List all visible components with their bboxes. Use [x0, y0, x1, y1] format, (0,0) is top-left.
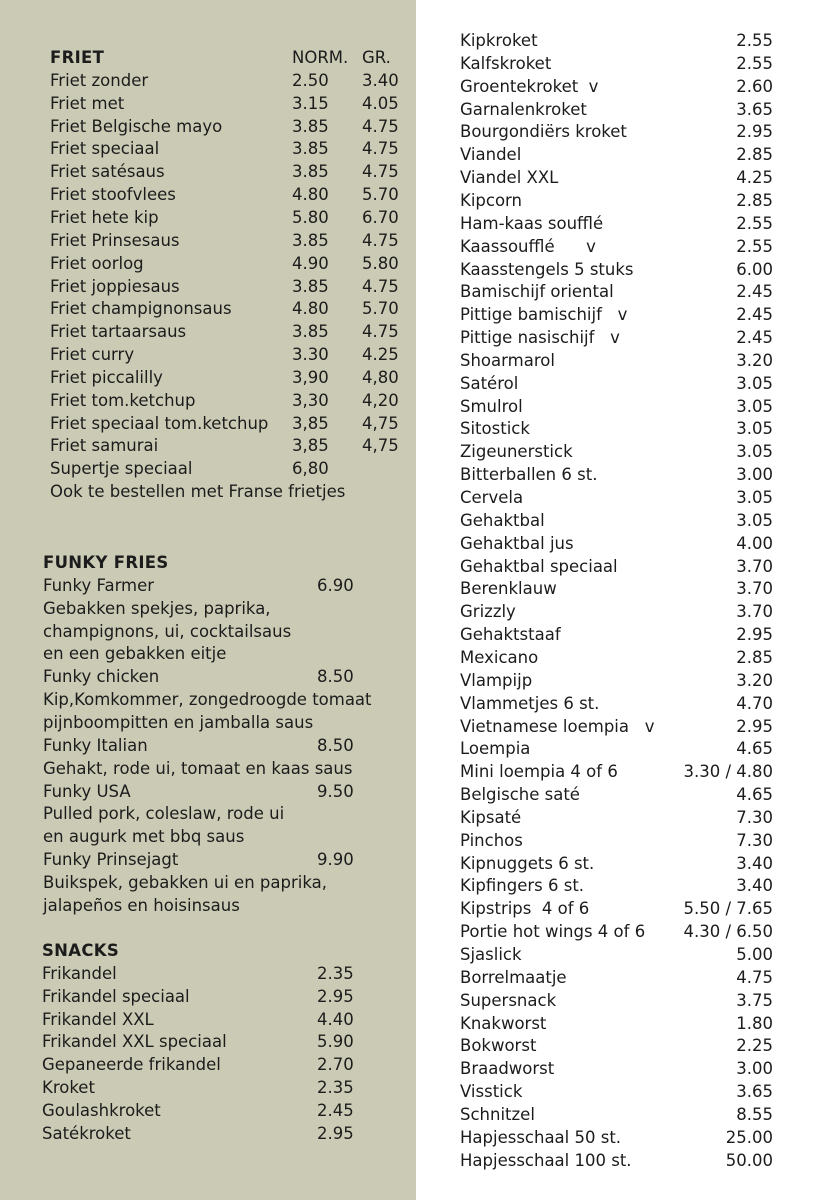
funky-item-price: 8.50 [317, 667, 354, 686]
snack-item-price: 2.45 [736, 282, 773, 301]
snack-item-price: 50.00 [725, 1151, 773, 1170]
snack-item-name: Kaasstengels 5 stuks [460, 260, 634, 279]
friet-item-gr-price: 5.70 [362, 185, 399, 204]
friet-item-norm-price: 6,80 [292, 459, 329, 478]
snack-item-price: 7.30 [736, 808, 773, 827]
snack-item-price: 7.30 [736, 831, 773, 850]
snack-item-price: 3.20 [736, 671, 773, 690]
funky-item-name: Funky chicken [43, 667, 160, 686]
funky-item-description: Buikspek, gebakken ui en paprika, [43, 873, 327, 892]
snack-item-name: Goulashkroket [42, 1101, 161, 1120]
friet-item-name: Friet zonder [50, 71, 149, 90]
friet-heading: FRIET [50, 48, 105, 67]
funky-item-price: 8.50 [317, 736, 354, 755]
friet-item-gr-price: 5.70 [362, 299, 399, 318]
snack-item-price: 3.70 [736, 557, 773, 576]
snack-item-price: 6.00 [736, 260, 773, 279]
friet-item-norm-price: 3.85 [292, 139, 329, 158]
funky-item-price: 9.90 [317, 850, 354, 869]
snack-item-name: Ham-kaas soufflé [460, 214, 604, 233]
friet-item-gr-price: 4.75 [362, 162, 399, 181]
snack-item-name: Smulrol [460, 397, 523, 416]
right-menu-panel [416, 0, 833, 1200]
snack-item-price: 2.95 [736, 122, 773, 141]
friet-item-name: Friet tartaarsaus [50, 322, 187, 341]
snack-item-name: Visstick [460, 1082, 523, 1101]
friet-item-gr-price: 3.40 [362, 71, 399, 90]
snack-item-name: Kaassoufflé v [460, 237, 596, 256]
snack-item-name: Kroket [42, 1078, 95, 1097]
snack-item-name: Gehaktstaaf [460, 625, 561, 644]
snack-item-price: 5.50 / 7.65 [683, 899, 773, 918]
friet-item-name: Friet piccalilly [50, 368, 163, 387]
snack-item-price: 3.65 [736, 1082, 773, 1101]
snack-item-price: 5.00 [736, 945, 773, 964]
snack-item-price: 2.60 [736, 77, 773, 96]
snack-item-name: Loempia [460, 739, 531, 758]
snack-item-name: Viandel [460, 145, 522, 164]
snack-item-name: Satérol [460, 374, 519, 393]
friet-item-name: Friet oorlog [50, 254, 144, 273]
snack-item-price: 2.25 [736, 1036, 773, 1055]
funky-item-name: Funky Italian [43, 736, 148, 755]
friet-item-name: Friet joppiesaus [50, 277, 180, 296]
snack-item-price: 1.80 [736, 1014, 773, 1033]
snack-item-name: Frikandel [42, 964, 117, 983]
snack-item-name: Kipkroket [460, 31, 538, 50]
snack-item-price: 4.75 [736, 968, 773, 987]
friet-item-name: Friet speciaal tom.ketchup [50, 414, 269, 433]
snack-item-price: 3.65 [736, 100, 773, 119]
friet-item-norm-price: 4.80 [292, 299, 329, 318]
snack-item-name: Knakworst [460, 1014, 547, 1033]
friet-item-name: Friet speciaal [50, 139, 160, 158]
friet-item-norm-price: 3.85 [292, 162, 329, 181]
friet-item-gr-price: 4,80 [362, 368, 399, 387]
funky-item-description: Kip,Komkommer, zongedroogde tomaat [43, 690, 372, 709]
snack-item-name: Kipcorn [460, 191, 522, 210]
friet-item-name: Friet met [50, 94, 125, 113]
snack-item-price: 2.45 [317, 1101, 354, 1120]
friet-item-gr-price: 6.70 [362, 208, 399, 227]
snack-item-name: Bokworst [460, 1036, 537, 1055]
snack-item-price: 2.45 [736, 305, 773, 324]
snack-item-price: 4.65 [736, 785, 773, 804]
snack-item-price: 3.05 [736, 397, 773, 416]
snack-item-price: 2.35 [317, 964, 354, 983]
snack-item-name: Satékroket [42, 1124, 131, 1143]
friet-item-name: Supertje speciaal [50, 459, 193, 478]
snack-item-name: Groentekroket v [460, 77, 599, 96]
snack-item-price: 2.55 [736, 237, 773, 256]
snack-item-name: Mexicano [460, 648, 539, 667]
snack-item-price: 2.70 [317, 1055, 354, 1074]
snack-item-price: 5.90 [317, 1032, 354, 1051]
friet-item-norm-price: 3.85 [292, 277, 329, 296]
snack-item-name: Gehaktbal speciaal [460, 557, 618, 576]
friet-item-norm-price: 3,30 [292, 391, 329, 410]
snack-item-name: Zigeunerstick [460, 442, 573, 461]
snack-item-name: Hapjesschaal 100 st. [460, 1151, 632, 1170]
snack-item-price: 3.30 / 4.80 [683, 762, 773, 781]
friet-item-norm-price: 3,90 [292, 368, 329, 387]
snack-item-name: Braadworst [460, 1059, 555, 1078]
funky-item-description: Pulled pork, coleslaw, rode ui [43, 804, 285, 823]
snack-item-price: 4.25 [736, 168, 773, 187]
snack-item-name: Berenklauw [460, 579, 557, 598]
snack-item-name: Shoarmarol [460, 351, 555, 370]
snack-item-name: Vietnamese loempia v [460, 717, 655, 736]
friet-item-norm-price: 5.80 [292, 208, 329, 227]
friet-item-name: Friet samurai [50, 436, 159, 455]
snack-item-name: Portie hot wings 4 of 6 [460, 922, 646, 941]
snack-item-name: Sjaslick [460, 945, 522, 964]
snacks-heading: SNACKS [42, 941, 120, 960]
snack-item-name: Garnalenkroket [460, 100, 587, 119]
snack-item-price: 3.05 [736, 419, 773, 438]
snack-item-name: Frikandel XXL speciaal [42, 1032, 227, 1051]
funky-item-description: pijnboompitten en jamballa saus [43, 713, 314, 732]
snack-item-price: 25.00 [725, 1128, 773, 1147]
snack-item-name: Mini loempia 4 of 6 [460, 762, 618, 781]
friet-item-name: Friet hete kip [50, 208, 159, 227]
snack-item-price: 3.75 [736, 991, 773, 1010]
friet-item-norm-price: 4.90 [292, 254, 329, 273]
funky-item-name: Funky Farmer [43, 576, 155, 595]
snack-item-price: 2.45 [736, 328, 773, 347]
snack-item-price: 3.70 [736, 579, 773, 598]
snack-item-name: Kipstrips 4 of 6 [460, 899, 590, 918]
snack-item-price: 4.40 [317, 1010, 354, 1029]
friet-item-name: Friet champignonsaus [50, 299, 232, 318]
snack-item-price: 2.95 [317, 987, 354, 1006]
snack-item-price: 4.70 [736, 694, 773, 713]
friet-item-name: Friet Belgische mayo [50, 117, 223, 136]
snack-item-name: Belgische saté [460, 785, 580, 804]
snack-item-price: 2.95 [736, 625, 773, 644]
friet-item-gr-price: 4,75 [362, 414, 399, 433]
friet-item-gr-price: 5.80 [362, 254, 399, 273]
friet-item-norm-price: 3.30 [292, 345, 329, 364]
friet-item-name: Friet satésaus [50, 162, 165, 181]
snack-item-price: 2.55 [736, 214, 773, 233]
funky-item-price: 9.50 [317, 782, 354, 801]
snack-item-name: Bamischijf oriental [460, 282, 614, 301]
friet-item-gr-price: 4.05 [362, 94, 399, 113]
snack-item-price: 2.95 [317, 1124, 354, 1143]
friet-item-name: Friet stoofvlees [50, 185, 176, 204]
snack-item-price: 3.00 [736, 465, 773, 484]
snack-item-price: 8.55 [736, 1105, 773, 1124]
snack-item-price: 3.20 [736, 351, 773, 370]
snack-item-price: 3.05 [736, 488, 773, 507]
snack-item-name: Vlampijp [460, 671, 533, 690]
snack-item-price: 3.05 [736, 442, 773, 461]
snack-item-price: 3.70 [736, 602, 773, 621]
funky-item-description: en augurk met bbq saus [43, 827, 245, 846]
friet-item-norm-price: 3,85 [292, 414, 329, 433]
snack-item-name: Kipfingers 6 st. [460, 876, 585, 895]
snack-item-price: 2.85 [736, 648, 773, 667]
funky-item-name: Funky Prinsejagt [43, 850, 179, 869]
snack-item-price: 3.05 [736, 511, 773, 530]
snack-item-name: Pittige nasischijf v [460, 328, 620, 347]
snack-item-name: Vlammetjes 6 st. [460, 694, 600, 713]
snack-item-name: Grizzly [460, 602, 516, 621]
snack-item-name: Frikandel XXL [42, 1010, 154, 1029]
friet-item-norm-price: 4.80 [292, 185, 329, 204]
friet-item-name: Friet tom.ketchup [50, 391, 196, 410]
snack-item-name: Cervela [460, 488, 524, 507]
friet-item-gr-price: 4.75 [362, 322, 399, 341]
funky-item-description: Gehakt, rode ui, tomaat en kaas saus [43, 759, 353, 778]
snack-item-name: Hapjesschaal 50 st. [460, 1128, 622, 1147]
friet-item-norm-price: 2.50 [292, 71, 329, 90]
snack-item-price: 3.00 [736, 1059, 773, 1078]
snack-item-price: 3.40 [736, 876, 773, 895]
snack-item-name: Kalfskroket [460, 54, 552, 73]
snack-item-price: 4.30 / 6.50 [683, 922, 773, 941]
friet-item-gr-price: 4.25 [362, 345, 399, 364]
snack-item-name: Bitterballen 6 st. [460, 465, 598, 484]
friet-item-norm-price: 3,85 [292, 436, 329, 455]
funky-item-description: Gebakken spekjes, paprika, [43, 599, 271, 618]
snack-item-price: 3.05 [736, 374, 773, 393]
snack-item-price: 2.85 [736, 145, 773, 164]
friet-item-gr-price: 4.75 [362, 117, 399, 136]
funky-item-price: 6.90 [317, 576, 354, 595]
funky-item-description: champignons, ui, cocktailsaus [43, 622, 292, 641]
snack-item-name: Gepaneerde frikandel [42, 1055, 221, 1074]
friet-item-gr-price: 4,75 [362, 436, 399, 455]
left-menu-panel [0, 0, 416, 1200]
funky-fries-heading: FUNKY FRIES [43, 553, 169, 572]
snack-item-name: Supersnack [460, 991, 557, 1010]
snack-item-name: Pittige bamischijf v [460, 305, 628, 324]
snack-item-name: Schnitzel [460, 1105, 535, 1124]
snack-item-price: 3.40 [736, 854, 773, 873]
friet-item-name: Friet curry [50, 345, 135, 364]
friet-item-gr-price: 4,20 [362, 391, 399, 410]
funky-item-name: Funky USA [43, 782, 131, 801]
friet-item-gr-price: 4.75 [362, 277, 399, 296]
funky-item-description: jalapeños en hoisinsaus [43, 896, 240, 915]
snack-item-price: 4.65 [736, 739, 773, 758]
snack-item-name: Frikandel speciaal [42, 987, 190, 1006]
friet-note: Ook te bestellen met Franse frietjes [50, 482, 346, 501]
snack-item-name: Kipsaté [460, 808, 522, 827]
snack-item-price: 2.35 [317, 1078, 354, 1097]
snack-item-name: Viandel XXL [460, 168, 559, 187]
snack-item-name: Gehaktbal jus [460, 534, 574, 553]
snack-item-price: 4.00 [736, 534, 773, 553]
friet-item-norm-price: 3.85 [292, 322, 329, 341]
snack-item-name: Sitostick [460, 419, 530, 438]
snack-item-price: 2.55 [736, 54, 773, 73]
snack-item-name: Bourgondiërs kroket [460, 122, 627, 141]
friet-item-gr-price: 4.75 [362, 231, 399, 250]
friet-col-gr: GR. [362, 48, 391, 67]
friet-item-norm-price: 3.85 [292, 231, 329, 250]
snack-item-name: Borrelmaatje [460, 968, 567, 987]
snack-item-name: Kipnuggets 6 st. [460, 854, 595, 873]
friet-col-norm: NORM. [292, 48, 349, 67]
snack-item-price: 2.95 [736, 717, 773, 736]
snack-item-price: 2.55 [736, 31, 773, 50]
friet-item-norm-price: 3.85 [292, 117, 329, 136]
snack-item-name: Gehaktbal [460, 511, 545, 530]
snack-item-price: 2.85 [736, 191, 773, 210]
friet-item-name: Friet Prinsesaus [50, 231, 180, 250]
funky-item-description: en een gebakken eitje [43, 644, 227, 663]
friet-item-gr-price: 4.75 [362, 139, 399, 158]
snack-item-name: Pinchos [460, 831, 523, 850]
friet-item-norm-price: 3.15 [292, 94, 329, 113]
